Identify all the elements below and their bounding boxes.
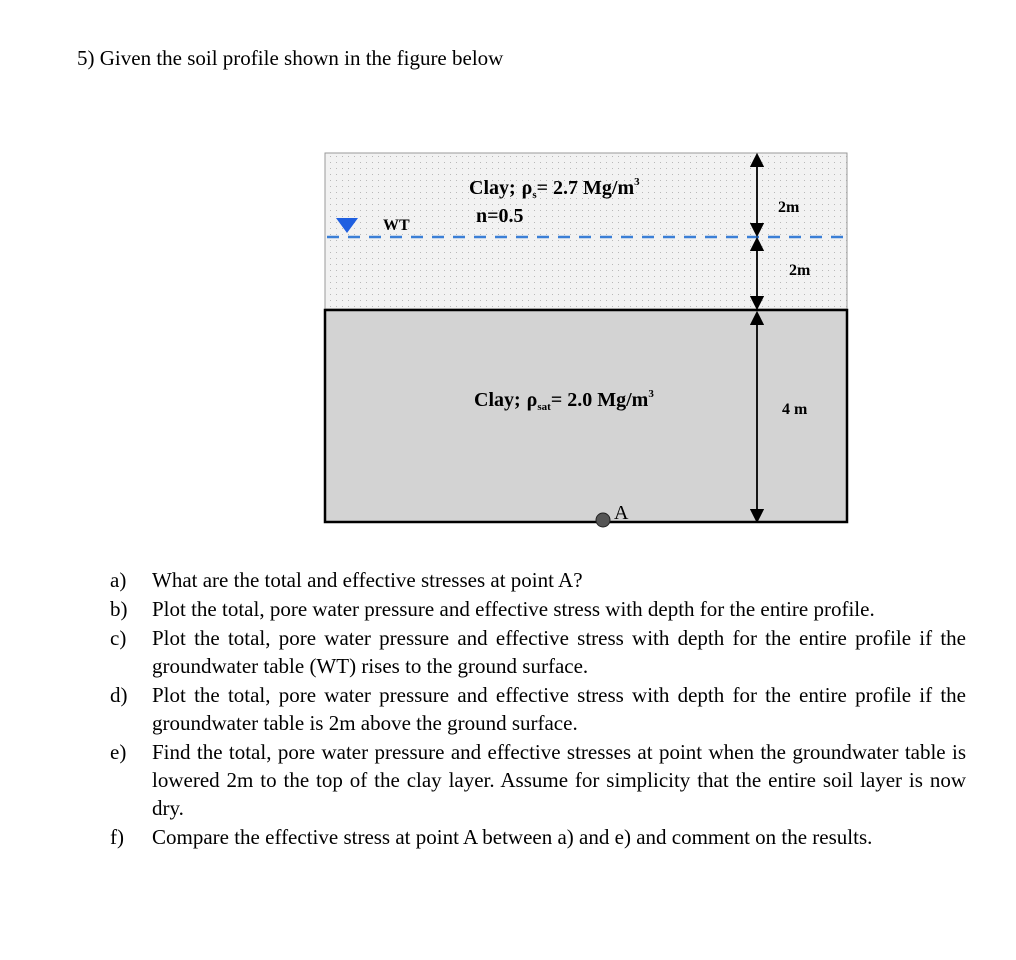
question-item (110, 738, 966, 822)
upper-layer-rho-value: = 2.7 Mg/m (536, 177, 635, 199)
question-item (110, 624, 966, 680)
question-text: Plot the total, pore water pressure and effective stress with depth for the entire profile if the groundwater table is 2m above the ground surface. (152, 683, 966, 735)
question-text: Find the total, pore water pressure and effective stresses at point when the groundwater table is lowered 2m to the top of the clay layer. Assume for simplicity that the entire soil layer is now dry. (152, 740, 966, 820)
dimension-label-upper-below-wt: 2m (789, 262, 811, 279)
question-label: b) (110, 597, 128, 621)
question-label: e) (110, 740, 127, 764)
lower-layer-name: Clay; (474, 389, 521, 411)
question-text: What are the total and effective stresses at point A? (152, 568, 583, 592)
lower-layer-density-text (474, 388, 654, 413)
point-a-label: A (614, 502, 629, 524)
question-label: a) (110, 568, 127, 592)
question-list (110, 566, 966, 852)
problem-title: 5) Given the soil profile shown in the figure below (77, 46, 504, 70)
point-a-marker (596, 513, 610, 527)
lower-layer-rho-value: = 2.0 Mg/m (550, 389, 649, 411)
upper-layer-rho-exp: 3 (634, 176, 640, 188)
upper-layer-name: Clay; (469, 177, 516, 199)
question-text: Plot the total, pore water pressure and effective stress with depth for the entire profile if the groundwater table (WT) rises to the ground surface. (152, 626, 966, 678)
lower-layer-rho-sub: sat (537, 401, 551, 413)
water-table-label: WT (383, 217, 410, 234)
upper-layer-rho-sub: s (532, 189, 537, 201)
question-label: c) (110, 626, 127, 650)
upper-layer-rho-symbol: ρ (521, 177, 533, 199)
upper-layer-density-text (469, 176, 640, 201)
question-item (110, 566, 966, 594)
question-text: Plot the total, pore water pressure and effective stress with depth for the entire profile. (152, 597, 875, 621)
dimension-label-upper-above-wt: 2m (778, 199, 800, 216)
upper-layer-porosity: n=0.5 (476, 205, 524, 227)
question-item (110, 823, 966, 851)
lower-layer-rho-symbol: ρ (526, 389, 538, 411)
question-label: d) (110, 683, 128, 707)
dimension-label-lower-layer: 4 m (782, 401, 808, 418)
question-item (110, 681, 966, 737)
question-label: f) (110, 825, 124, 849)
lower-layer-rho-exp: 3 (648, 388, 654, 400)
question-item (110, 595, 966, 623)
lower-clay-layer (325, 310, 847, 522)
question-text: Compare the effective stress at point A between a) and e) and comment on the results. (152, 825, 873, 849)
